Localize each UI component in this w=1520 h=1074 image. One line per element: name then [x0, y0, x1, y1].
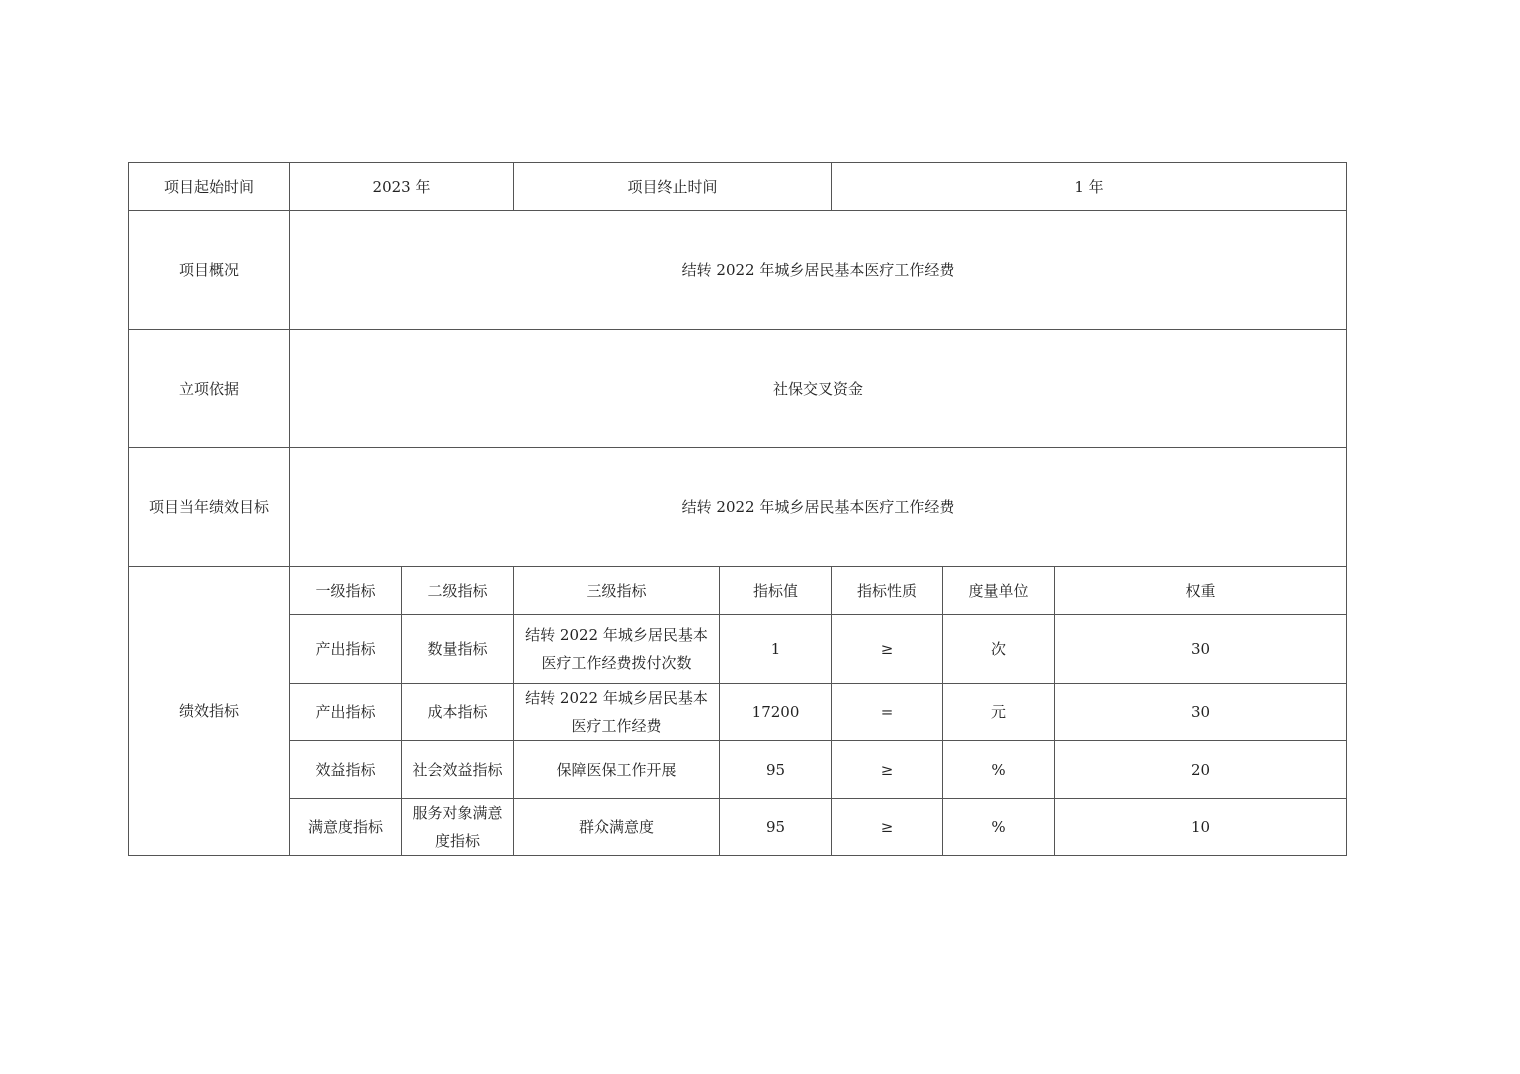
- table-row: [129, 615, 1347, 684]
- overview-value: 结转 2022 年城乡居民基本医疗工作经费: [290, 211, 1347, 330]
- level1-cell: 产出指标: [290, 684, 402, 741]
- basis-value: 社保交叉资金: [290, 330, 1347, 448]
- indicators-label: 绩效指标: [129, 567, 290, 856]
- table-row: [129, 741, 1347, 799]
- level1-cell: 效益指标: [290, 741, 402, 799]
- level2-cell: [402, 741, 514, 799]
- level3-text: 结转 2022 年城乡居民基本医疗工作经费: [525, 689, 708, 735]
- time-row: [129, 163, 1347, 211]
- goal-label: 项目当年绩效目标: [129, 448, 290, 567]
- nature-cell: =: [832, 684, 943, 741]
- weight-cell: 10: [1055, 799, 1347, 856]
- overview-row: [129, 211, 1347, 330]
- goal-row: [129, 448, 1347, 567]
- level2-cell: [402, 799, 514, 856]
- level3-cell: 群众满意度: [514, 799, 720, 856]
- goal-value: 结转 2022 年城乡居民基本医疗工作经费: [290, 448, 1347, 567]
- nature-cell: ≥: [832, 799, 943, 856]
- level2-text: 社会效益指标: [412, 760, 503, 779]
- level2-cell: 数量指标: [402, 615, 514, 684]
- unit-cell: %: [943, 799, 1055, 856]
- unit-cell: 元: [943, 684, 1055, 741]
- end-time-value: 1 年: [832, 163, 1347, 211]
- value-cell: 1: [720, 615, 832, 684]
- nature-cell: ≥: [832, 741, 943, 799]
- level2-text: 服务对象满意度指标: [412, 804, 503, 850]
- column-header: 指标性质: [832, 567, 943, 615]
- overview-label: 项目概况: [129, 211, 290, 330]
- performance-table: [128, 162, 1347, 856]
- column-header: 三级指标: [514, 567, 720, 615]
- weight-cell: 30: [1055, 684, 1347, 741]
- nature-cell: ≥: [832, 615, 943, 684]
- level1-cell: 产出指标: [290, 615, 402, 684]
- level3-cell: [514, 615, 720, 684]
- weight-cell: 20: [1055, 741, 1347, 799]
- table-row: [129, 799, 1347, 856]
- level1-cell: 满意度指标: [290, 799, 402, 856]
- basis-label: 立项依据: [129, 330, 290, 448]
- column-header: 度量单位: [943, 567, 1055, 615]
- value-cell: 17200: [720, 684, 832, 741]
- indicator-header-row: [129, 567, 1347, 615]
- level3-text: 结转 2022 年城乡居民基本医疗工作经费拨付次数: [525, 626, 708, 672]
- level3-cell: 保障医保工作开展: [514, 741, 720, 799]
- level3-cell: [514, 684, 720, 741]
- level2-cell: 成本指标: [402, 684, 514, 741]
- value-cell: 95: [720, 741, 832, 799]
- end-time-label: 项目终止时间: [514, 163, 832, 211]
- weight-cell: 30: [1055, 615, 1347, 684]
- unit-cell: 次: [943, 615, 1055, 684]
- unit-cell: %: [943, 741, 1055, 799]
- table-row: [129, 684, 1347, 741]
- column-header: 二级指标: [402, 567, 514, 615]
- column-header: 一级指标: [290, 567, 402, 615]
- column-header: 指标值: [720, 567, 832, 615]
- start-time-label: 项目起始时间: [129, 163, 290, 211]
- value-cell: 95: [720, 799, 832, 856]
- column-header: 权重: [1055, 567, 1347, 615]
- basis-row: [129, 330, 1347, 448]
- start-time-value: 2023 年: [290, 163, 514, 211]
